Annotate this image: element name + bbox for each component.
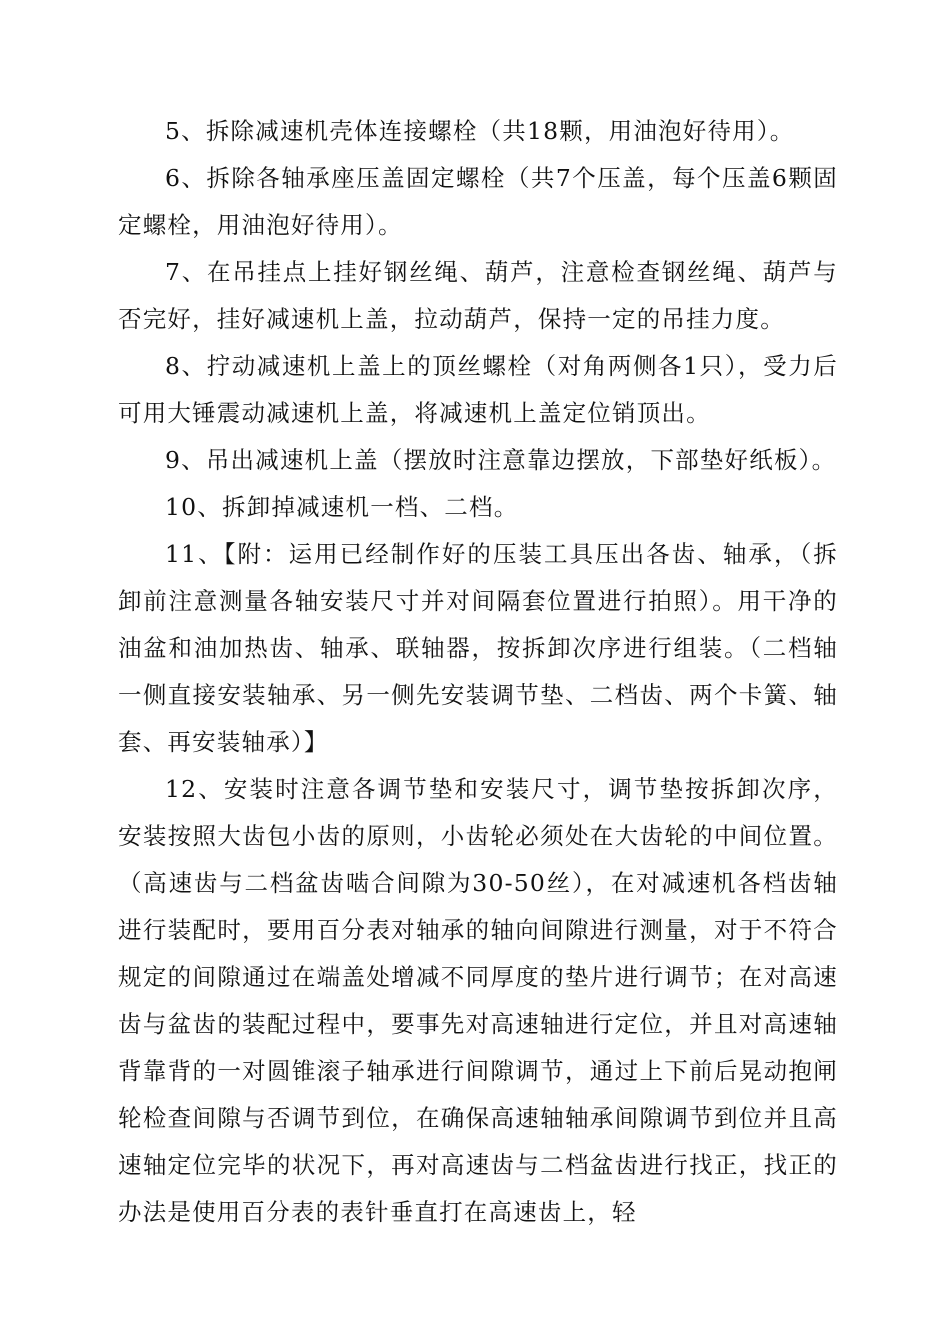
- step-6-paragraph: 6、拆除各轴承座压盖固定螺栓（共7个压盖，每个压盖6颗固定螺栓，用油泡好待用）。: [118, 164, 838, 239]
- step-11-paragraph: 11、【附：运用已经制作好的压装工具压出各齿、轴承，（拆卸前注意测量各轴安装尺寸并对间隔套位置进行拍照）。用干净的油盆和油加热齿、轴承、联轴器，按拆卸次序进行组装。（二档轴一侧直接安装轴承、另一侧先安装调节垫、二档齿、两个卡簧、轴套、再安装轴承）】: [118, 540, 838, 756]
- step-10-paragraph: 10、拆卸掉减速机一档、二档。: [165, 493, 519, 521]
- step-7-paragraph: 7、在吊挂点上挂好钢丝绳、葫芦，注意检查钢丝绳、葫芦与否完好，挂好减速机上盖，拉动葫芦，保持一定的吊挂力度。: [118, 258, 838, 333]
- step-12-paragraph: 12、安装时注意各调节垫和安装尺寸，调节垫按拆卸次序，安装按照大齿包小齿的原则，小齿轮必须处在大齿轮的中间位置。（高速齿与二档盆齿啮合间隙为30-50丝），在对减速机各档齿轴进行装配时，要用百分表对轴承的轴向间隙进行测量，对于不符合规定的间隙通过在端盖处增减不同厚度的垫片进行调节；在对高速齿与盆齿的装配过程中，要事先对高速轴进行定位，并且对高速轴背靠背的一对圆锥滚子轴承进行间隙调节，通过上下前后晃动抱闸轮检查间隙与否调节到位，在确保高速轴轴承间隙调节到位并且高速轴定位完毕的状况下，再对高速齿与二档盆齿进行找正，找正的办法是使用百分表的表针垂直打在高速齿上，轻: [118, 775, 838, 1226]
- step-9-paragraph: 9、吊出减速机上盖（摆放时注意靠边摆放，下部垫好纸板）。: [165, 446, 837, 474]
- step-5-paragraph: 5、拆除减速机壳体连接螺栓（共18颗，用油泡好待用）。: [165, 117, 795, 145]
- document-page: [118, 108, 838, 1236]
- step-8-paragraph: 8、拧动减速机上盖上的顶丝螺栓（对角两侧各1只），受力后可用大锤震动减速机上盖，将减速机上盖定位销顶出。: [118, 352, 838, 427]
